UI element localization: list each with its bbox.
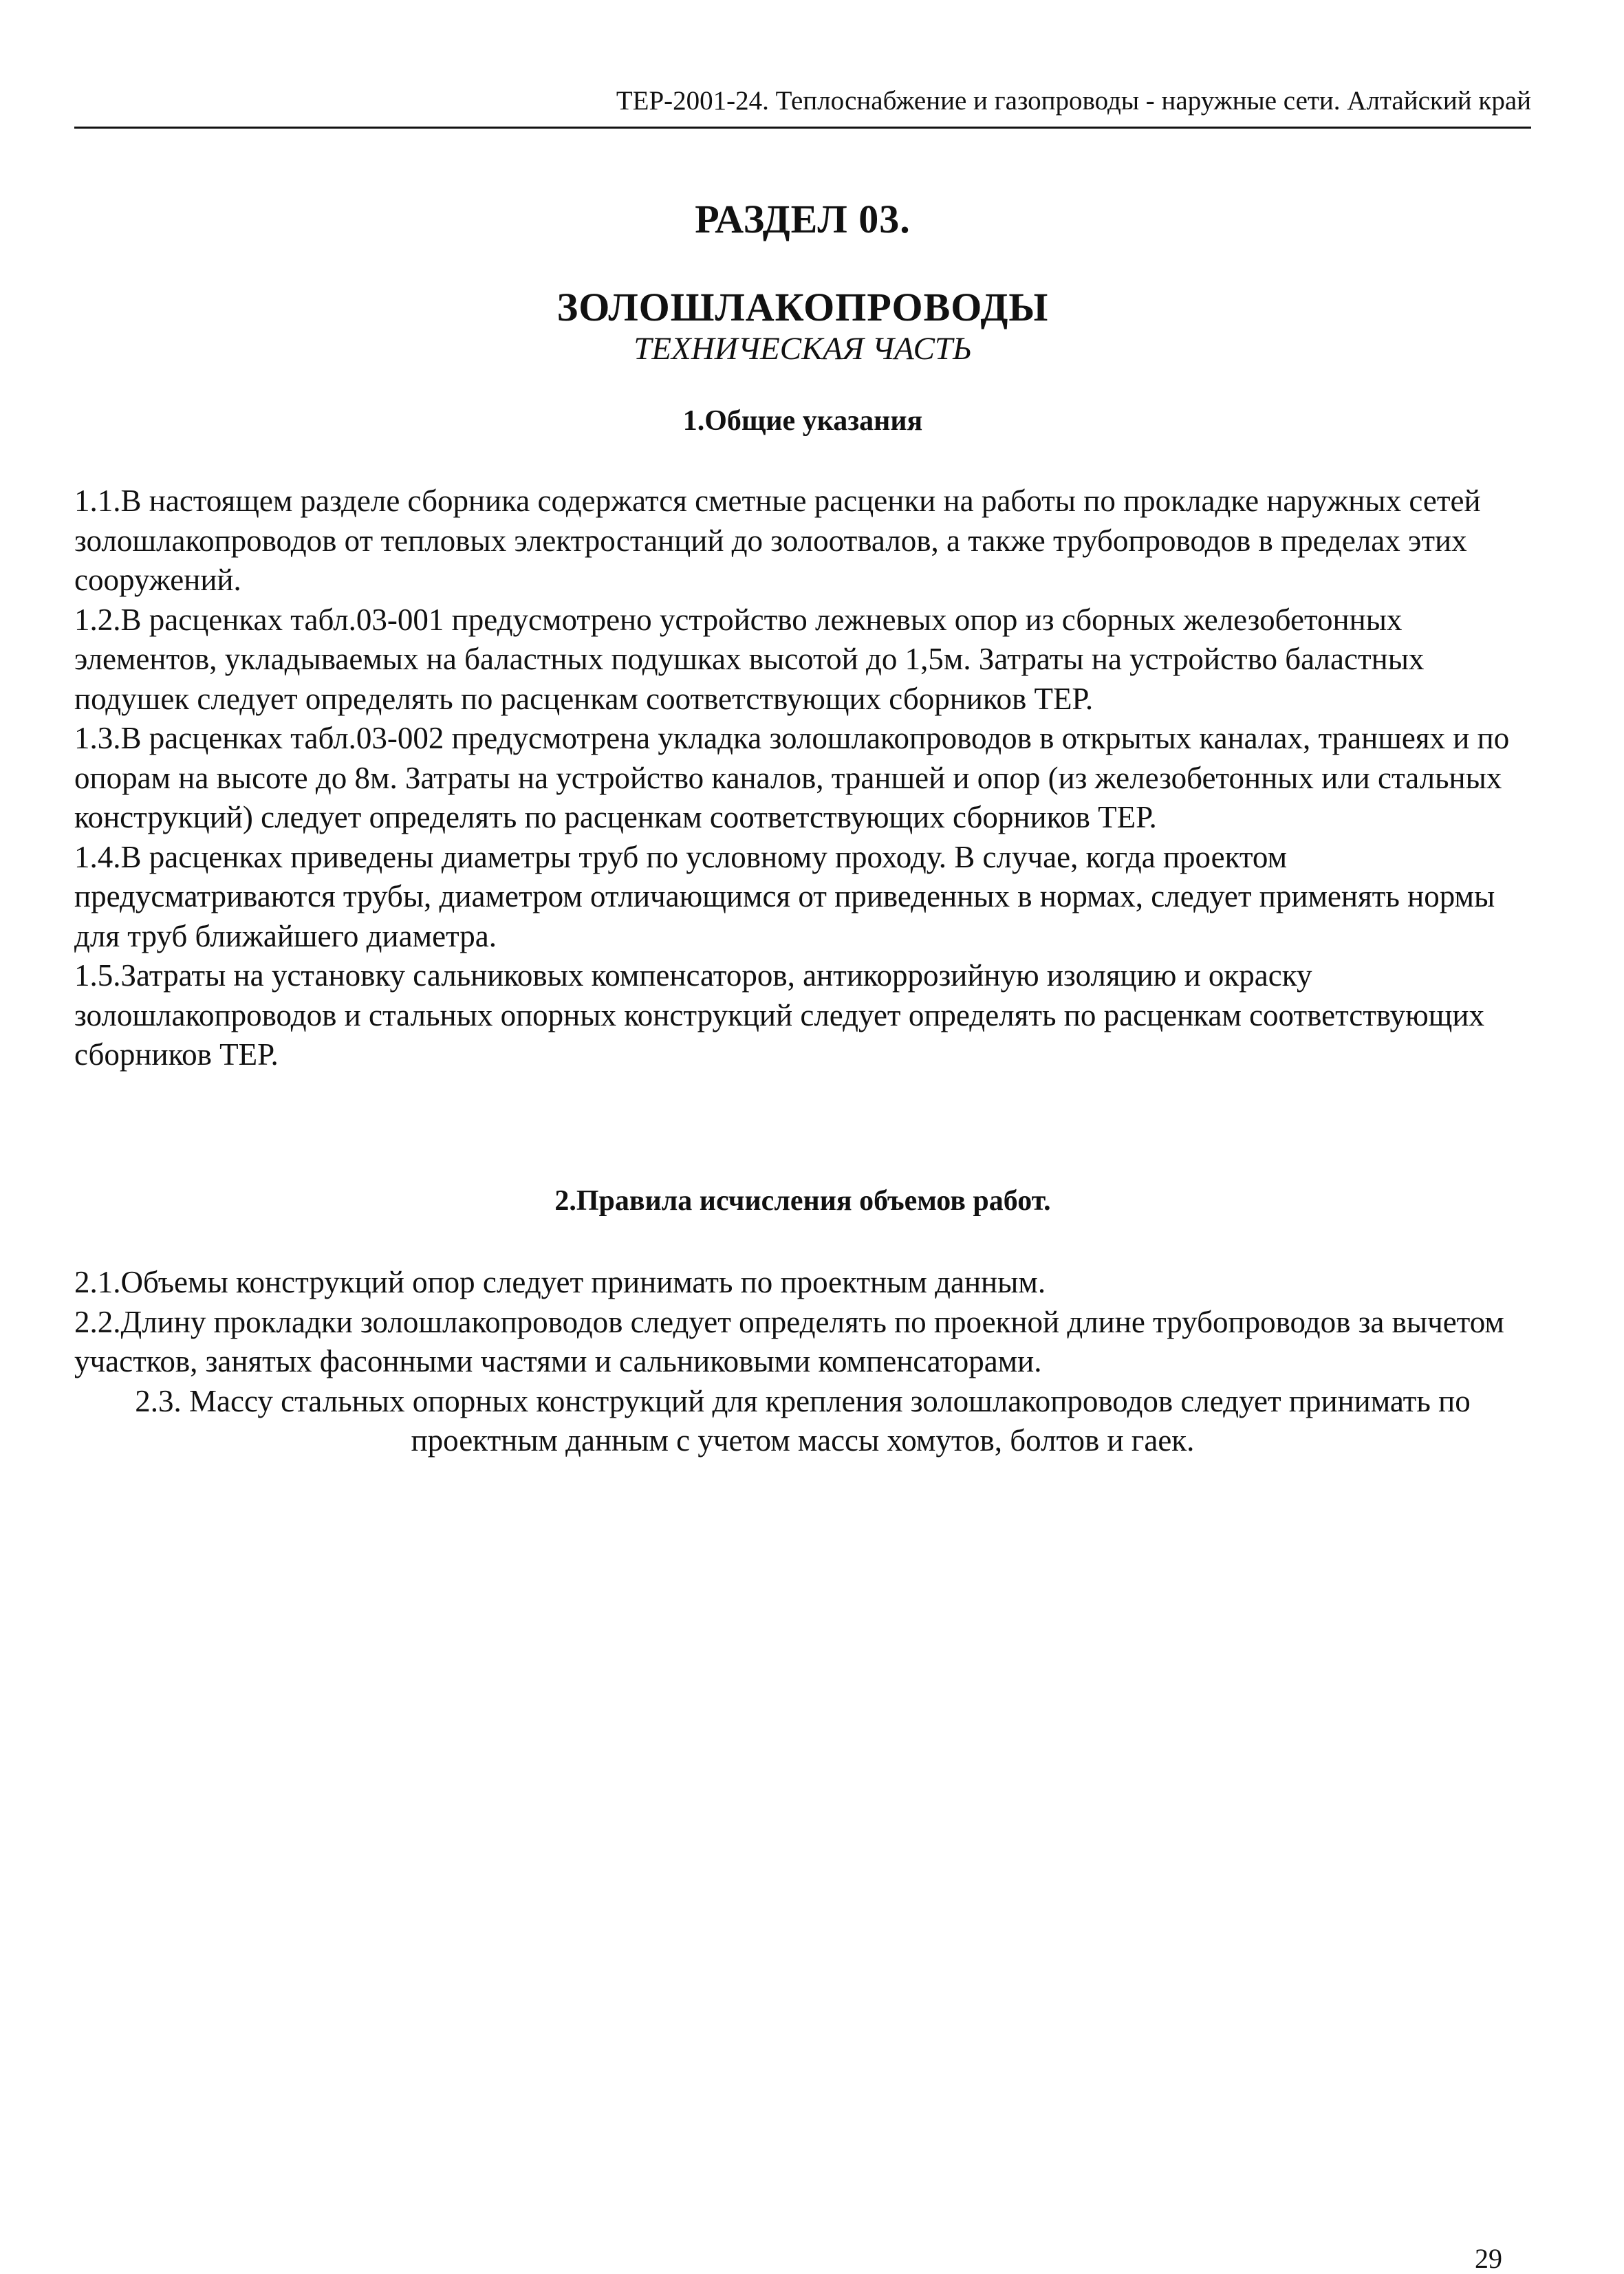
- volume-rules-heading: 2.Правила исчисления объемов работ.: [554, 1185, 1051, 1217]
- page-number: 29: [1475, 2243, 1502, 2274]
- general-instructions-body: [74, 481, 1531, 1075]
- section-subtitle: ТЕХНИЧЕСКАЯ ЧАСТЬ: [634, 331, 972, 367]
- paragraph-2-1: 2.1.Объемы конструкций опор следует принимать по проектным данным.: [74, 1265, 1046, 1299]
- general-instructions-heading: 1.Общие указания: [682, 405, 923, 437]
- running-header: ТЕР-2001-24. Теплоснабжение и газопроводы - наружные сети. Алтайский край: [616, 86, 1531, 116]
- section-number: РАЗДЕЛ 03.: [695, 197, 911, 241]
- paragraph-2-2: 2.2.Длину прокладки золошлакопроводов следует определять по проекной длине трубопроводов за вычетом участков, занятых фасонными частями и сальниковыми компенсаторами.: [74, 1304, 1504, 1378]
- paragraph-1-3: 1.3.В расценках табл.03-002 предусмотрена укладка золошлакопроводов в открытых каналах, траншеях и по опорам на высоте до 8м. Затраты на устройство каналов, траншей и опор (из железобетонных или стальных конструкций) следует определять по расценкам соответствующих сборников ТЕР.: [74, 721, 1510, 834]
- paragraph-2-3: 2.3. Массу стальных опорных конструкций для крепления золошлакопроводов следует принимать по проектным данным с учетом массы хомутов, болтов и гаек.: [135, 1383, 1471, 1458]
- paragraph-1-4: 1.4.В расценках приведены диаметры труб по условному проходу. В случае, когда проектом предусматриваются трубы, диаметром отличающимся от приведенных в нормах, следует применять нормы для труб ближайшего диаметра.: [74, 839, 1495, 953]
- paragraph-1-2: 1.2.В расценках табл.03-001 предусмотрено устройство лежневых опор из сборных железобетонных элементов, укладываемых на баластных подушках высотой до 1,5м. Затраты на устройство баластных подушек следует определять по расценкам соответствующих сборников ТЕР.: [74, 602, 1425, 716]
- paragraph-1-1: 1.1.В настоящем разделе сборника содержатся сметные расценки на работы по прокладке наружных сетей золошлакопроводов от тепловых электростанций до золоотвалов, а также трубопроводов в пределах этих сооружений.: [74, 484, 1481, 597]
- paragraph-1-5: 1.5.Затраты на установку сальниковых компенсаторов, антикоррозийную изоляцию и окраску золошлакопроводов и стальных опорных конструкций следует определять по расценкам соответствующих сборников ТЕР.: [74, 958, 1484, 1072]
- volume-rules-body: [74, 1263, 1531, 1461]
- header-divider: [74, 127, 1531, 129]
- section-title: ЗОЛОШЛАКОПРОВОДЫ: [556, 285, 1049, 329]
